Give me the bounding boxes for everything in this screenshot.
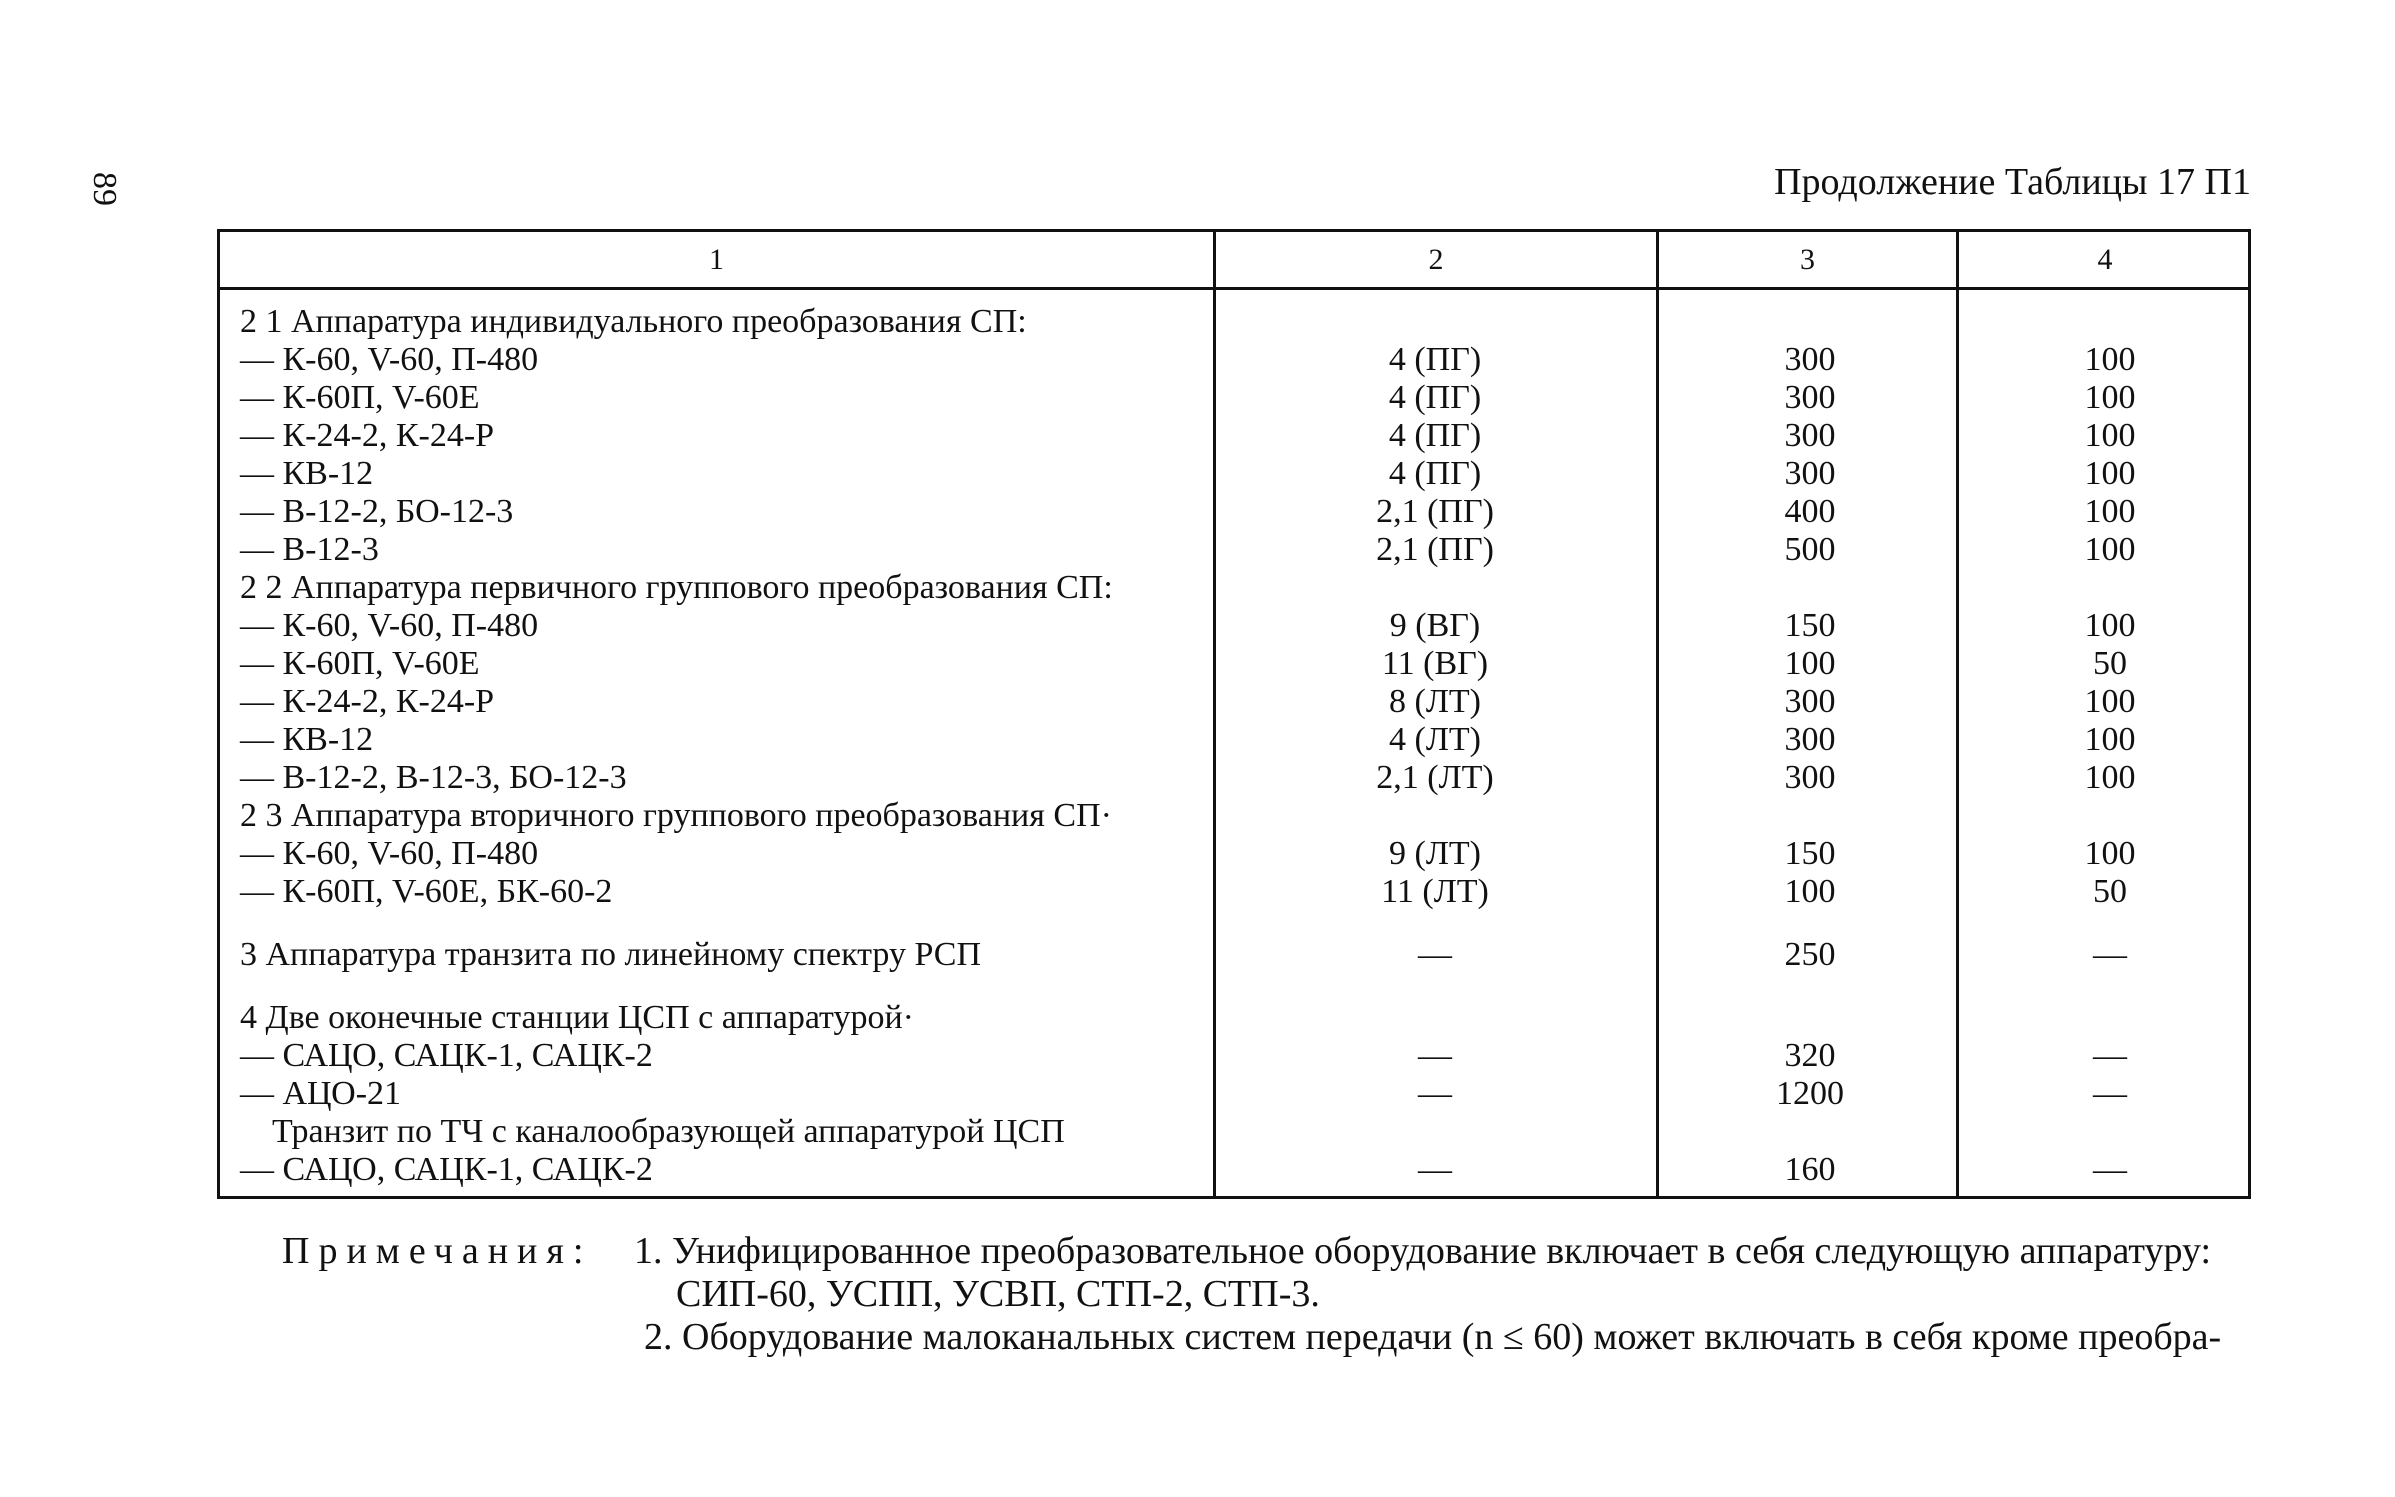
table-caption: Продолжение Таблицы 17 П1 [1774, 161, 2251, 203]
cell-col-2: 4 (ПГ) [1388, 417, 1482, 454]
table-row [220, 607, 2248, 645]
header-divider [220, 287, 2248, 290]
cell-col-4: 100 [2084, 341, 2136, 378]
table-row [220, 721, 2248, 759]
cell-col-4: 100 [2084, 455, 2136, 492]
row-label: — К-60, V-60, П-480 [240, 341, 539, 378]
cell-col-3: 300 [1784, 721, 1836, 758]
cell-col-4: 100 [2084, 721, 2136, 758]
cell-col-2: 4 (ПГ) [1388, 455, 1482, 492]
row-label: — САЦО, САЦК-1, САЦК-2 [240, 1151, 653, 1188]
row-label: — К-60, V-60, П-480 [240, 835, 539, 872]
table-row [220, 341, 2248, 379]
table-row [220, 493, 2248, 531]
row-label: 4 Две оконечные станции ЦСП с аппаратурой· [240, 999, 914, 1036]
equipment-table [217, 229, 2251, 1199]
cell-col-3: 150 [1784, 607, 1836, 644]
cell-col-3: 300 [1784, 759, 1836, 796]
table-row [220, 835, 2248, 873]
row-label: — АЦО-21 [240, 1075, 402, 1112]
cell-col-3: 250 [1784, 936, 1836, 973]
page-number: 89 [86, 172, 123, 206]
table-row [220, 303, 2248, 341]
table-row [220, 999, 2248, 1037]
cell-col-2: 9 (ВГ) [1389, 607, 1481, 644]
note-1-continuation: СИП-60, УСПП, УСВП, СТП-2, СТП-3. [676, 1273, 1320, 1315]
cell-col-3: 400 [1784, 493, 1836, 530]
cell-col-4: 100 [2084, 493, 2136, 530]
row-label: — САЦО, САЦК-1, САЦК-2 [240, 1037, 653, 1074]
table-row [220, 936, 2248, 974]
header-col-4: 4 [2097, 243, 2113, 276]
cell-col-3: 300 [1784, 417, 1836, 454]
table-row [220, 569, 2248, 607]
table-row [220, 759, 2248, 797]
cell-col-2: — [1418, 1037, 1452, 1074]
cell-col-2: 11 (ЛТ) [1381, 873, 1489, 910]
cell-col-4: 100 [2084, 531, 2136, 568]
row-label: — В-12-3 [240, 531, 379, 568]
table-row [220, 1151, 2248, 1189]
cell-col-4: 100 [2084, 607, 2136, 644]
cell-col-4: — [2093, 936, 2127, 973]
cell-col-3: 300 [1784, 341, 1836, 378]
cell-col-2: 8 (ЛТ) [1389, 683, 1481, 720]
cell-col-4: — [2093, 1075, 2127, 1112]
cell-col-3: 100 [1784, 645, 1836, 682]
cell-col-2: 2,1 (ПГ) [1376, 531, 1494, 568]
table-row [220, 455, 2248, 493]
cell-col-3: 160 [1784, 1151, 1836, 1188]
cell-col-2: 2,1 (ЛТ) [1376, 759, 1494, 796]
cell-col-4: 50 [2093, 645, 2127, 682]
header-col-1: 1 [709, 243, 724, 276]
table-row [220, 797, 2248, 835]
cell-col-3: 500 [1784, 531, 1836, 568]
cell-col-4: — [2093, 1151, 2127, 1188]
notes-label: Примечания: [282, 1230, 593, 1272]
row-label: — КВ-12 [240, 455, 374, 492]
table-row [220, 379, 2248, 417]
cell-col-3: 150 [1784, 835, 1836, 872]
cell-col-2: 9 (ЛТ) [1389, 835, 1481, 872]
cell-col-4: 100 [2084, 417, 2136, 454]
table-row [220, 531, 2248, 569]
cell-col-3: 100 [1784, 873, 1836, 910]
cell-col-2: 4 (ПГ) [1388, 341, 1482, 378]
cell-col-2: — [1418, 936, 1452, 973]
row-label: — К-60, V-60, П-480 [240, 607, 539, 644]
cell-col-4: 100 [2084, 379, 2136, 416]
cell-col-3: 300 [1784, 379, 1836, 416]
cell-col-3: 320 [1784, 1037, 1836, 1074]
row-label: — В-12-2, БО-12-3 [240, 493, 514, 530]
row-label: — В-12-2, В-12-3, БО-12-3 [240, 759, 627, 796]
table-row [220, 873, 2248, 911]
cell-col-3: 300 [1784, 455, 1836, 492]
cell-col-4: 100 [2084, 835, 2136, 872]
cell-col-2: 11 (ВГ) [1381, 645, 1489, 682]
header-col-2: 2 [1428, 243, 1444, 276]
table-row [220, 1037, 2248, 1075]
row-label: 3 Аппаратура транзита по линейному спектру РСП [240, 936, 982, 973]
table-row [220, 645, 2248, 683]
cell-col-4: 100 [2084, 759, 2136, 796]
row-label: 2 3 Аппаратура вторичного группового преобразования СП· [240, 797, 1112, 834]
row-label: 2 1 Аппаратура индивидуального преобразования СП: [240, 303, 1027, 340]
table-row [220, 1113, 2248, 1151]
row-label: — К-24-2, К-24-Р [240, 417, 495, 454]
cell-col-3: 300 [1784, 683, 1836, 720]
note-1: 1. Унифицированное преобразовательное оборудование включает в себя следующую аппаратуру: [634, 1230, 2212, 1272]
row-label: — К-60П, V-60Е [240, 645, 480, 682]
cell-col-2: — [1418, 1151, 1452, 1188]
row-label: — К-60П, V-60Е, БК-60-2 [240, 873, 613, 910]
cell-col-2: 4 (ПГ) [1388, 379, 1482, 416]
table-row [220, 683, 2248, 721]
cell-col-2: 4 (ЛТ) [1389, 721, 1481, 758]
cell-col-3: 1200 [1776, 1075, 1844, 1112]
cell-col-4: 100 [2084, 683, 2136, 720]
row-label: 2 2 Аппаратура первичного группового преобразования СП: [240, 569, 1113, 606]
row-label: Транзит по ТЧ с каналообразующей аппаратурой ЦСП [272, 1113, 1065, 1150]
row-label: — КВ-12 [240, 721, 374, 758]
cell-col-4: 50 [2093, 873, 2127, 910]
row-label: — К-60П, V-60Е [240, 379, 480, 416]
table-row [220, 417, 2248, 455]
cell-col-2: 2,1 (ПГ) [1376, 493, 1494, 530]
cell-col-2: — [1418, 1075, 1452, 1112]
table-row [220, 1075, 2248, 1113]
note-2: 2. Оборудование малоканальных систем передачи (n ≤ 60) может включать в себя кроме преобра- [644, 1316, 2222, 1358]
cell-col-4: — [2093, 1037, 2127, 1074]
row-label: — К-24-2, К-24-Р [240, 683, 495, 720]
header-col-3: 3 [1800, 243, 1815, 276]
